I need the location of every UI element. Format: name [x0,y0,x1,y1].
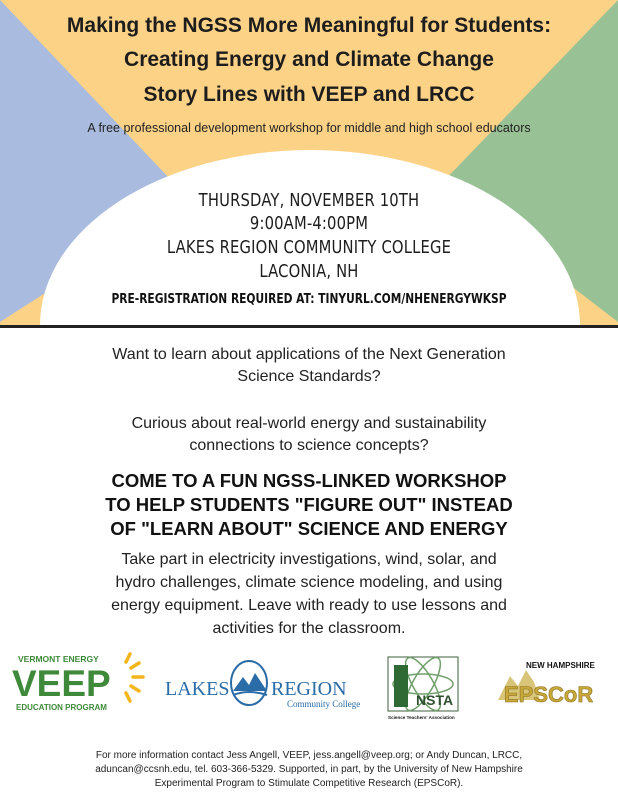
footer-line-3: Experimental Program to Stimulate Competitive Research (EPSCoR). [154,778,464,789]
details-line-3: energy equipment. Leave with ready to use lessons and [111,597,507,614]
question-1-line-2: Science Standards? [237,368,381,385]
cta-line-3: OF "LEARN ABOUT" SCIENCE AND ENERGY [110,518,508,539]
nsta-logo-graphic [386,655,466,721]
veep-main-text: VEEP [12,663,111,704]
nsta-caption: Science Teachers' Association [388,715,455,720]
epscor-logo-graphic [490,656,612,714]
epscor-main-text: EPSCoR [504,682,594,707]
event-time: 9:00AM-4:00PM [249,213,369,234]
question-1-line-1: Want to learn about applications of the Next Generation [112,346,506,363]
region-word: REGION [271,678,347,700]
footer-line-2: aduncan@ccsnh.edu, tel. 603-366-5329. Supported, in part, by the University of New Hampshire [95,764,523,775]
veep-logo[interactable] [8,652,148,716]
question-2-line-1: Curious about real-world energy and sustainability [131,415,487,432]
title-line-1: Making the NGSS More Meaningful for Students: [66,14,552,37]
veep-logo-graphic [8,652,148,716]
details-line-4: activities for the classroom. [212,620,406,637]
mountain-lake-icon [231,661,267,705]
event-venue: LAKES REGION COMMUNITY COLLEGE [166,237,452,258]
veep-top-text: VERMONT ENERGY [18,654,99,664]
cta-line-1: COME TO A FUN NGSS-LINKED WORKSHOP [111,470,507,491]
event-date: THURSDAY, NOVEMBER 10TH [198,190,420,211]
sun-rays-icon [126,654,143,701]
event-city: LACONIA, NH [259,261,359,282]
epscor-logo[interactable] [490,656,612,714]
lakes-word: LAKES [165,678,230,700]
cta-line-2: TO HELP STUDENTS "FIGURE OUT" INSTEAD [105,494,513,515]
lakes-region-logo[interactable] [163,659,363,711]
nsta-main-text: NSTA [416,692,454,708]
details-line-1: Take part in electricity investigations, wind, solar, and [121,551,497,568]
subtitle: A free professional development workshop for middle and high school educators [87,121,531,135]
nsta-letter-block [394,665,408,707]
section-divider [0,325,618,328]
question-2-line-2: connections to science concepts? [189,437,429,454]
lakes-region-graphic [163,659,363,711]
community-college-tag: Community College [287,699,361,709]
details-line-2: hydro challenges, climate science modeling, and using [115,574,503,591]
footer-line-1: For more information contact Jess Angell, VEEP, jess.angell@veep.org; or Andy Duncan, LRCC, [95,750,523,761]
epscor-top-text: NEW HAMPSHIRE [526,661,595,670]
veep-bottom-text: EDUCATION PROGRAM [16,703,107,712]
registration-link[interactable]: PRE-REGISTRATION REQUIRED AT: TINYURL.COM/NHENERGYWKSP [111,292,507,307]
title-line-3: Story Lines with VEEP and LRCC [143,83,475,106]
title-line-2: Creating Energy and Climate Change [124,48,494,71]
nsta-logo[interactable] [386,655,466,721]
